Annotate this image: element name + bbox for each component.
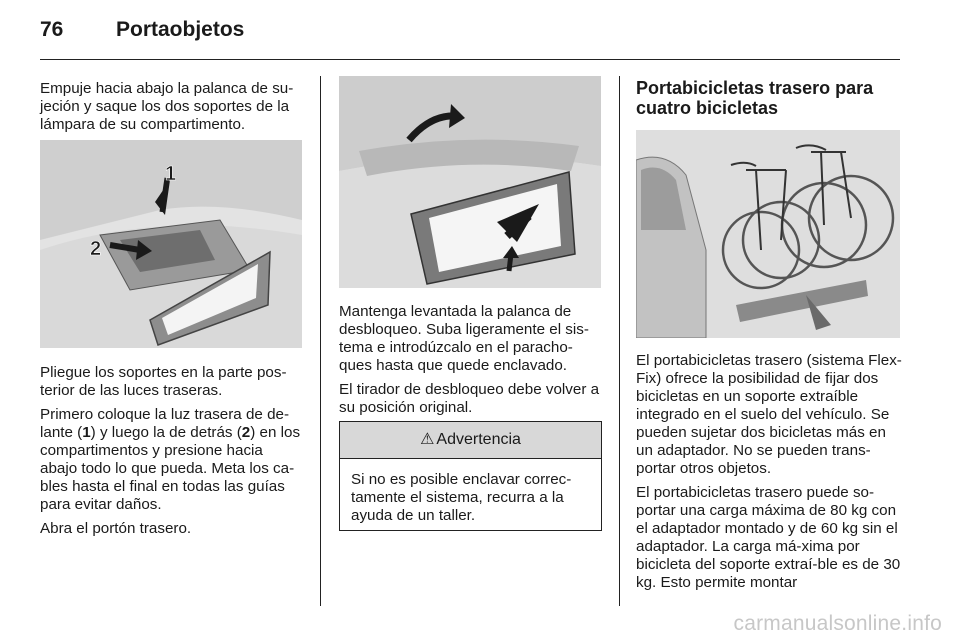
carrier-load-paragraph: El portabicicletas trasero puede so-portar una carga máxima de 80 kg con el adaptador montado y de 60 kg sin el adaptador. La carga má-xima por bicicleta del soporte extraí-ble es de 30 kg. Esto permite montar xyxy=(636,484,901,591)
warning-header xyxy=(340,422,601,459)
warning-title: Advertencia xyxy=(436,431,521,448)
chapter-title: Portaobjetos xyxy=(116,18,245,41)
lamp-holder-illustration xyxy=(40,140,302,348)
open-tailgate-paragraph: Abra el portón trasero. xyxy=(40,520,192,537)
warning-text: Si no es posible enclavar correc-tamente el sistema, recurra a la ayuda de un taller. xyxy=(351,471,572,524)
column-1-intro xyxy=(40,80,304,140)
column-1-body xyxy=(40,364,304,544)
column-3-body xyxy=(636,352,902,598)
carrier-insertion-illustration xyxy=(339,76,601,288)
fold-paragraph: Pliegue los soportes en la parte pos-terior de las luces traseras. xyxy=(40,364,287,399)
placement-text-b: ) y luego la de detrás ( xyxy=(90,424,242,441)
header-rule xyxy=(40,59,900,60)
callout-1: 1 xyxy=(165,163,177,185)
placement-ref-1: 1 xyxy=(82,424,91,441)
column-2-body xyxy=(339,303,604,423)
placement-text-c: ) en los compartimentos y presione hacia abajo todo lo que pueda. Meta los ca-bles hasta el final en todas las guías para evitar daños. xyxy=(40,424,301,513)
placement-text-a: Primero coloque la luz trasera de de-lante ( xyxy=(40,406,290,441)
placement-ref-2: 2 xyxy=(241,424,251,441)
section-title: Portabicicletas trasero para cuatro bicicletas xyxy=(636,78,874,118)
warning-box xyxy=(339,421,602,531)
bike-carrier-illustration xyxy=(636,130,900,338)
warning-triangle-icon: ⚠ xyxy=(420,431,435,448)
callout-2: 2 xyxy=(90,238,102,260)
carrier-description-paragraph: El portabicicletas trasero (sistema Flex-Fix) ofrece la posibilidad de fijar dos bicicletas en un soporte extraíble integrado en el suelo del vehículo. Se pueden sujetar dos bicicletas más en un adaptador. No se pueden trans-portar otros objetos. xyxy=(636,352,902,477)
watermark: carmanualsonline.info xyxy=(733,612,942,635)
column-3-heading xyxy=(636,78,901,118)
lever-paragraph: Mantenga levantada la palanca de desbloqueo. Suba ligeramente el sis-tema e introdúzcalo en el paracho-ques hasta que quede enclavado. xyxy=(339,303,589,374)
placement-paragraph xyxy=(40,406,304,514)
page-number: 76 xyxy=(40,18,64,41)
release-paragraph: El tirador de desbloqueo debe volver a su posición original. xyxy=(339,381,600,416)
intro-paragraph: Empuje hacia abajo la palanca de su-jeción y saque los dos soportes de la lámpara de su compartimento. xyxy=(40,80,294,133)
column-divider-1 xyxy=(320,76,321,606)
column-divider-2 xyxy=(619,76,620,606)
